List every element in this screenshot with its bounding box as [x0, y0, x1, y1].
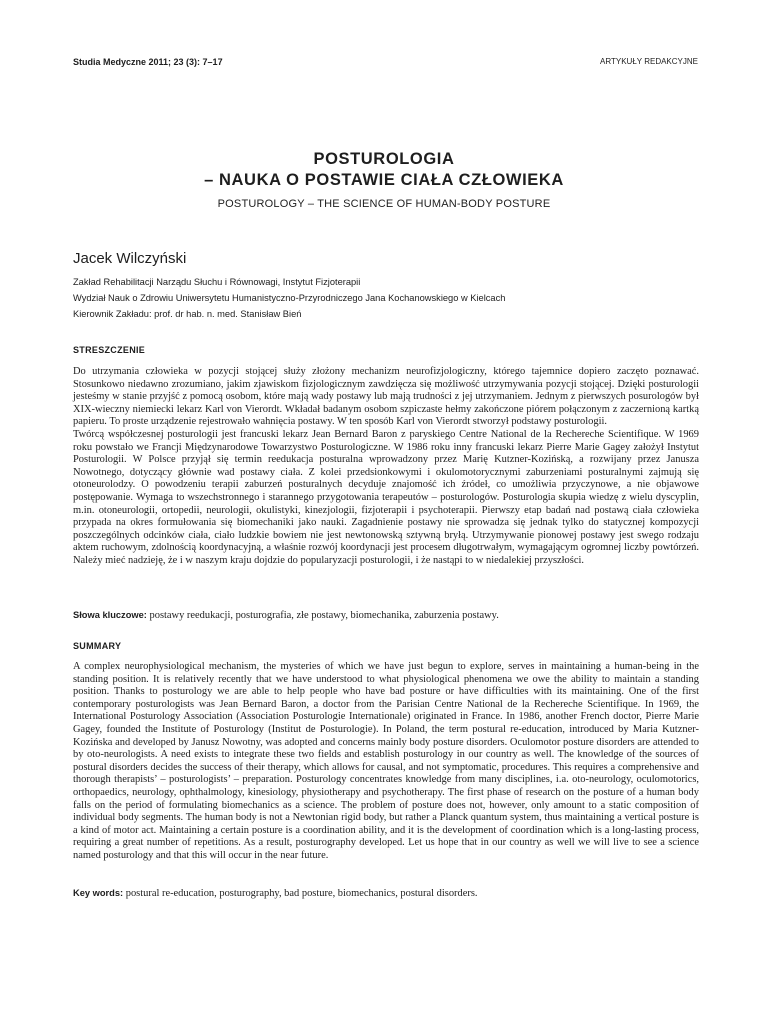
- abstract-paragraph: Twórcą współczesnej posturologii jest francuski lekarz Jean Bernard Baron z paryskiego Centre National de la Rechereche Scientifique. W 1969 roku powstało we Francji Międzynarodowe Towarzystwo Posturologiczne. W 1986 roku inny francuski lekarz Pierre Marie Gagey założył Instytut Posturologii. W Polsce przyjął się termin reedukacja posturalna wprowadzony przez Marię Kutzner-Kozińską, a rozwijany przez Janusza Nowotnego, dotyczący głównie wad postawy ciała. Z kolei przedsionkowymi i okulomotorycznymi zaburzeniami posturalnymi zajmują się otoneurolodzy. O powodzeniu terapii zaburzeń posturalnych decyduje znajomość ich źródeł, co umożliwia przyczynowe, a nie objawowe postępowanie. Wymaga to wszechstronnego i starannego przygotowania terapeutów – posturologów. Posturologia skupia wiedzę z wielu dyscyplin, m.in. otoneurologii, ortopedii, neurologii, okulistyki, kinezjologii, fizjoterapii i psychoterapii. Pierwszy etap badań nad postawą ciała człowieka przypada na okres formułowania się biomechaniki jako nauki. Zagadnienie postawy nie sprowadza się jednak tylko do statycznej kompozycji poszczególnych odcinków ciała, ciało ludzkie bowiem nie jest newtonowską sztywną bryłą. Utrzymywanie pionowej postawy jest swego rodzaju aktem ruchowym, zdolnością koordynacyjną, a właśnie rozwój koordynacji jest procesem długotrwałym, wymagającym ogromnej liczby powtórzeń. Należy mieć nadzieję, że i w naszym kraju dojdzie do popularyzacji posturologii, i że nastąpi to w niedalekiej przyszłości.: [73, 428, 699, 566]
- title-line-1: POSTUROLOGIA: [313, 150, 455, 168]
- abstract-heading-pl: STRESZCZENIE: [73, 345, 146, 355]
- keywords-en: [73, 888, 699, 899]
- affiliation-line: Kierownik Zakładu: prof. dr hab. n. med. Stanisław Bień: [73, 309, 302, 319]
- section-label: ARTYKUŁY REDAKCYJNE: [600, 57, 698, 66]
- abstract-paragraph: Do utrzymania człowieka w pozycji stojącej służy złożony mechanizm neurofizjologiczny, którego tajemnice dopiero zaczęto poznawać. Stosunkowo niedawno zrozumiano, jakim zjawiskom fizjologicznym zawdzięcza się możliwość utrzymywania pozycji stojącej. Dzięki posturologii jesteśmy w stanie przyjść z pomocą osobom, które mają wady postawy lub mają trudności z jej utrzymaniem. Jednym z pierwszych posurologów był XIX-wieczny niemiecki lekarz Karl von Vierordt. Wkładał badanym osobom szpiczaste hełmy zakończone piórem połączonym z zaczernioną kartką papieru. To proste urządzenie rejestrowało wahnięcia postawy. W ten sposób Karl von Vierordt stworzył podstawy posturologii.: [73, 366, 699, 428]
- abstract-body-en: [73, 661, 699, 863]
- keywords-text: postawy reedukacji, posturografia, złe postawy, biomechanika, zaburzenia postawy.: [149, 610, 499, 621]
- affiliation-line: Wydział Nauk o Zdrowiu Uniwersytetu Humanistyczno-Przyrodniczego Jana Kochanowskiego w Kielcach: [73, 293, 506, 303]
- running-header: [73, 57, 698, 71]
- title-line-2: – NAUKA O POSTAWIE CIAŁA CZŁOWIEKA: [204, 171, 564, 189]
- keywords-label: Key words:: [73, 888, 124, 898]
- english-title: POSTUROLOGY – THE SCIENCE OF HUMAN-BODY POSTURE: [217, 198, 551, 210]
- summary-paragraph: A complex neurophysiological mechanism, the mysteries of which we have just begun to explore, serves in maintaining a human-being in the standing position. It is relatively recently that we have understood to what physiological phenomena we owe the ability to maintain a standing position. Thanks to posturology we are able to help people who have bad posture or have difficulties with its maintaining. One of the first contemporary posturologists was Jean Bernard Baron, a doctor from the Parisian Centre National de la Rechereche Scientifique. In 1969, the International Posturology Association (Association Posturologie Internationale) originated in France. In 1986, another French doctor, Pierre Marie Gagey, founded the Institute of Posturology (Institut de Posturologie). In Poland, the term postural re-education, introduced by Maria Kutzner-Kozińska and developed by Janusz Nowotny, was adopted and concerns mainly body posture disorders. Oculomotor posture disorders are attended to by oto-neurologists. A need exists to integrate these two fields and establish posturology in our country as well. The knowledge of the sources of postural disorders decides the success of their therapy, which allows for causal, and not symptomatic, procedures. This requires a comprehensive and thorough therapists’ – posturologists’ – preparation. Posturology concentrates knowledge from many disciplines, i.a. oto-neurology, oculomotorics, orthopaedics, neurology, ophthalmology, kinesiology, physiotherapy and psychotherapy. The first phase of research on the posture of a human body falls on the period of formulating biomechanics as a science. The problem of posture does not, however, only amount to a static composition of individual body segments. The human body is not a Newtonian rigid body, but rather a Planck quantum system, thus maintaining a vertical posture is a kind of motor act. Maintaining a certain posture is a coordination ability, and it is the development of coordination which is a long-lasting process, requiring a great number of repetitions. As a result, posturography developed. Let us hope that in our country as well we will live to see a science named posturology and that this will occur in the near future.: [73, 661, 699, 861]
- journal-citation: Studia Medyczne 2011; 23 (3): 7–17: [73, 57, 223, 67]
- keywords-text: postural re-education, posturography, bad posture, biomechanics, postural disorders.: [125, 888, 478, 899]
- keywords-label: Słowa kluczowe:: [73, 610, 147, 620]
- author-name: Jacek Wilczyński: [73, 250, 187, 267]
- keywords-pl: [73, 610, 699, 621]
- abstract-body-pl: [73, 366, 699, 568]
- summary-heading: SUMMARY: [73, 641, 122, 651]
- affiliation-line: Zakład Rehabilitacji Narządu Słuchu i Równowagi, Instytut Fizjoterapii: [73, 277, 361, 287]
